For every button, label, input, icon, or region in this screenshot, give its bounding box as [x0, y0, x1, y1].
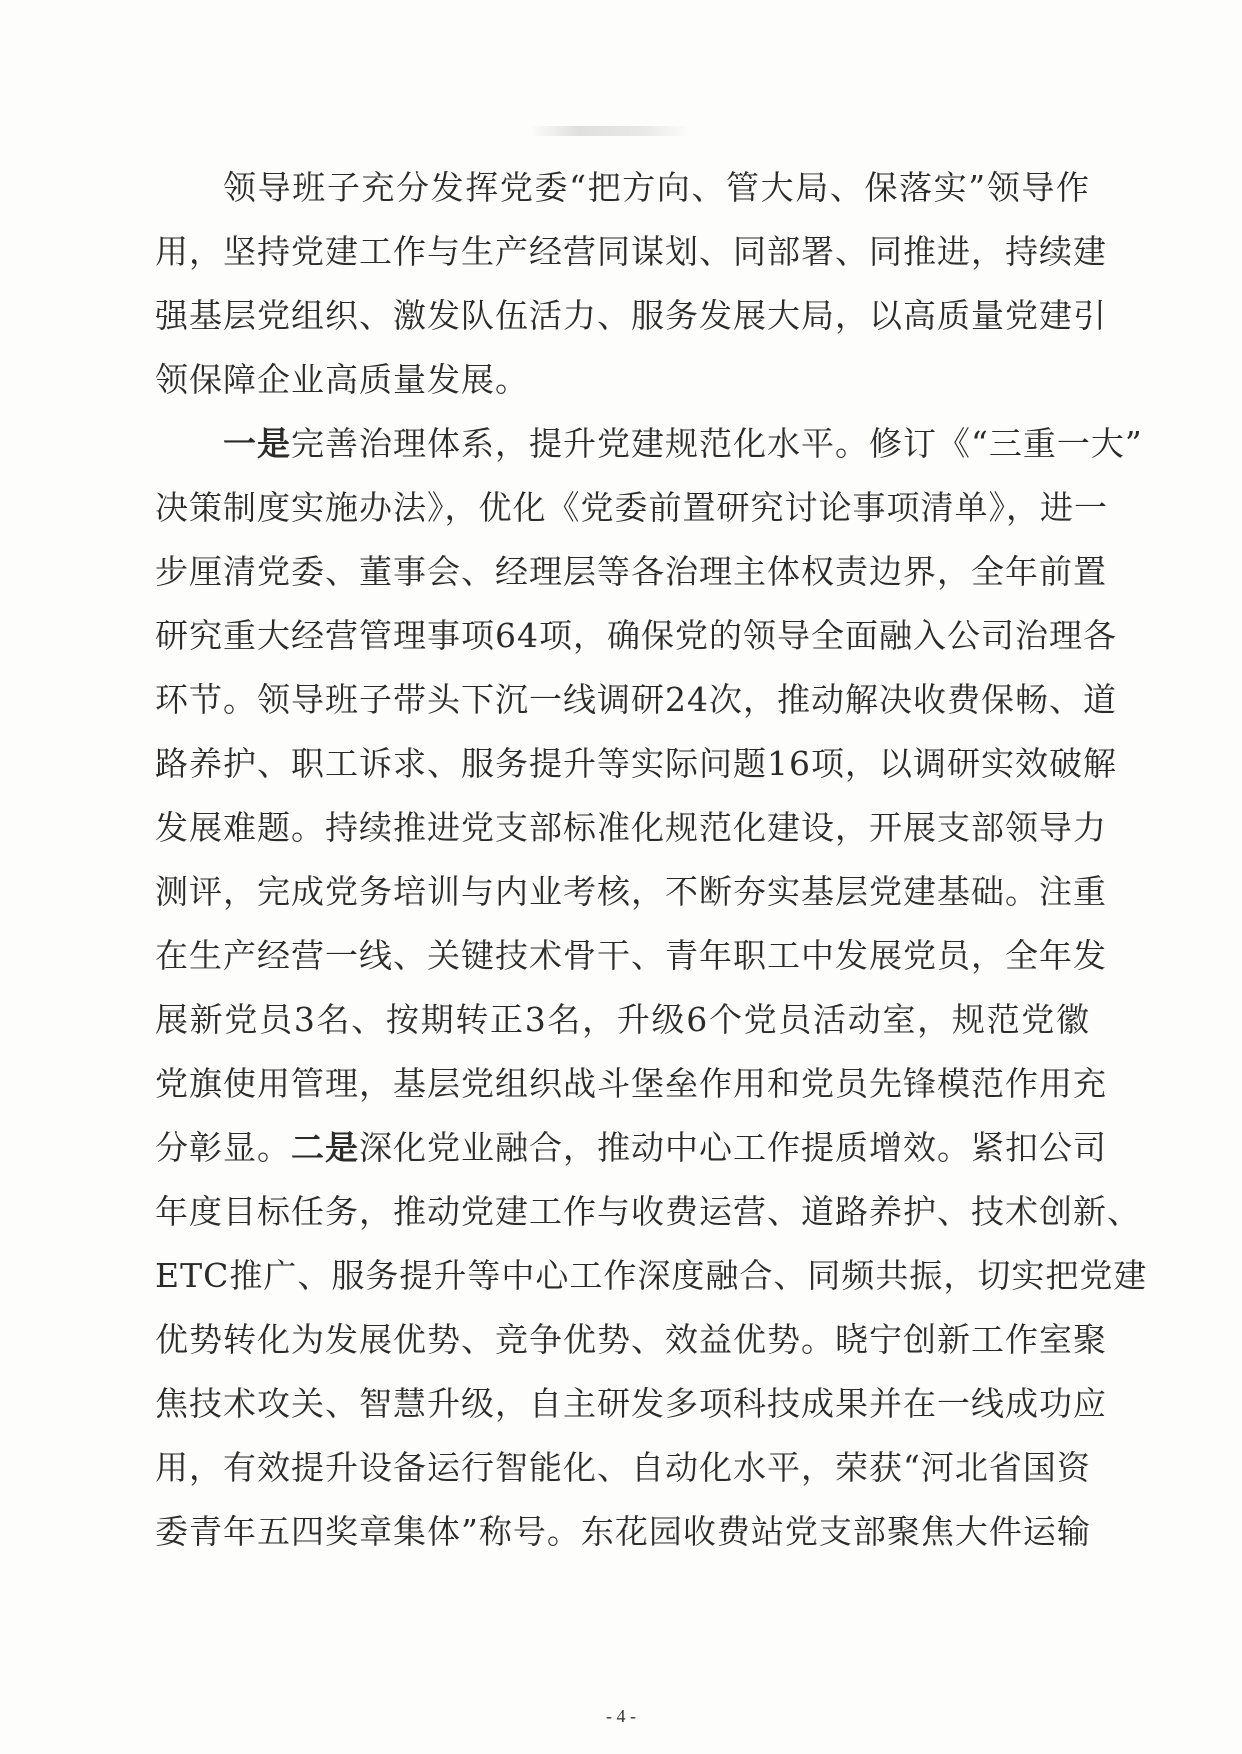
page-number: - 4 -: [606, 1706, 636, 1726]
body-text: [155, 156, 1148, 1564]
line-text: 完善治理体系，提升党建规范化水平。修订《“三重一大”: [291, 424, 1143, 463]
paragraph-line: [155, 412, 1143, 476]
paragraph-line: 用，坚持党建工作与生产经营同谋划、同部署、同推进，持续建: [155, 232, 1107, 271]
paragraph-line: 步厘清党委、董事会、经理层等各治理主体权责边界，全年前置: [155, 552, 1107, 591]
paragraph-line: 发展难题。持续推进党支部标准化规范化建设，开展支部领导力: [155, 808, 1107, 847]
paragraph-line: 环节。领导班子带头下沉一线调研24次，推动解决收费保畅、道: [155, 680, 1117, 719]
paragraph-line: 用，有效提升设备运行智能化、自动化水平，荣获“河北省国资: [155, 1448, 1091, 1487]
line-text: 分彰显。: [155, 1128, 291, 1167]
paragraph-line: 研究重大经营管理事项64项，确保党的领导全面融入公司治理各: [155, 616, 1117, 655]
line-text: 深化党业融合，推动中心工作提质增效。紧扣公司: [359, 1128, 1107, 1167]
paragraph-line: 年度目标任务，推动党建工作与收费运营、道路养护、技术创新、: [155, 1192, 1141, 1231]
paragraph-line: 焦技术攻关、智慧升级，自主研发多项科技成果并在一线成功应: [155, 1384, 1107, 1423]
emphasis-marker: 一是: [223, 424, 291, 463]
paragraph-line: 展新党员3名、按期转正3名，升级6个党员活动室，规范党徽: [155, 1000, 1090, 1039]
paragraph-line: 测评，完成党务培训与内业考核，不断夯实基层党建基础。注重: [155, 872, 1107, 911]
paragraph-line: 路养护、职工诉求、服务提升等实际问题16项，以调研实效破解: [155, 744, 1117, 783]
paragraph-line: 领导班子充分发挥党委“把方向、管大局、保落实”领导作: [223, 168, 1090, 207]
paragraph-line: 领保障企业高质量发展。: [155, 360, 529, 399]
paragraph-line: [155, 1116, 1107, 1180]
paragraph-line: 强基层党组织、激发队伍活力、服务发展大局，以高质量党建引: [155, 296, 1107, 335]
paragraph-line: ETC推广、服务提升等中心工作深度融合、同频共振，切实把党建: [155, 1256, 1148, 1295]
emphasis-marker: 二是: [291, 1128, 359, 1167]
paragraph-line: 在生产经营一线、关键技术骨干、青年职工中发展党员，全年发: [155, 936, 1107, 975]
paragraph-line: 党旗使用管理，基层党组织战斗堡垒作用和党员先锋模范作用充: [155, 1064, 1107, 1103]
scan-artifact: [530, 126, 690, 136]
paragraph-line: 委青年五四奖章集体”称号。东花园收费站党支部聚焦大件运输: [155, 1512, 1091, 1551]
paragraph-line: 决策制度实施办法》，优化《党委前置研究讨论事项清单》，进一: [155, 488, 1108, 527]
paragraph-line: 优势转化为发展优势、竞争优势、效益优势。晓宁创新工作室聚: [155, 1320, 1107, 1359]
